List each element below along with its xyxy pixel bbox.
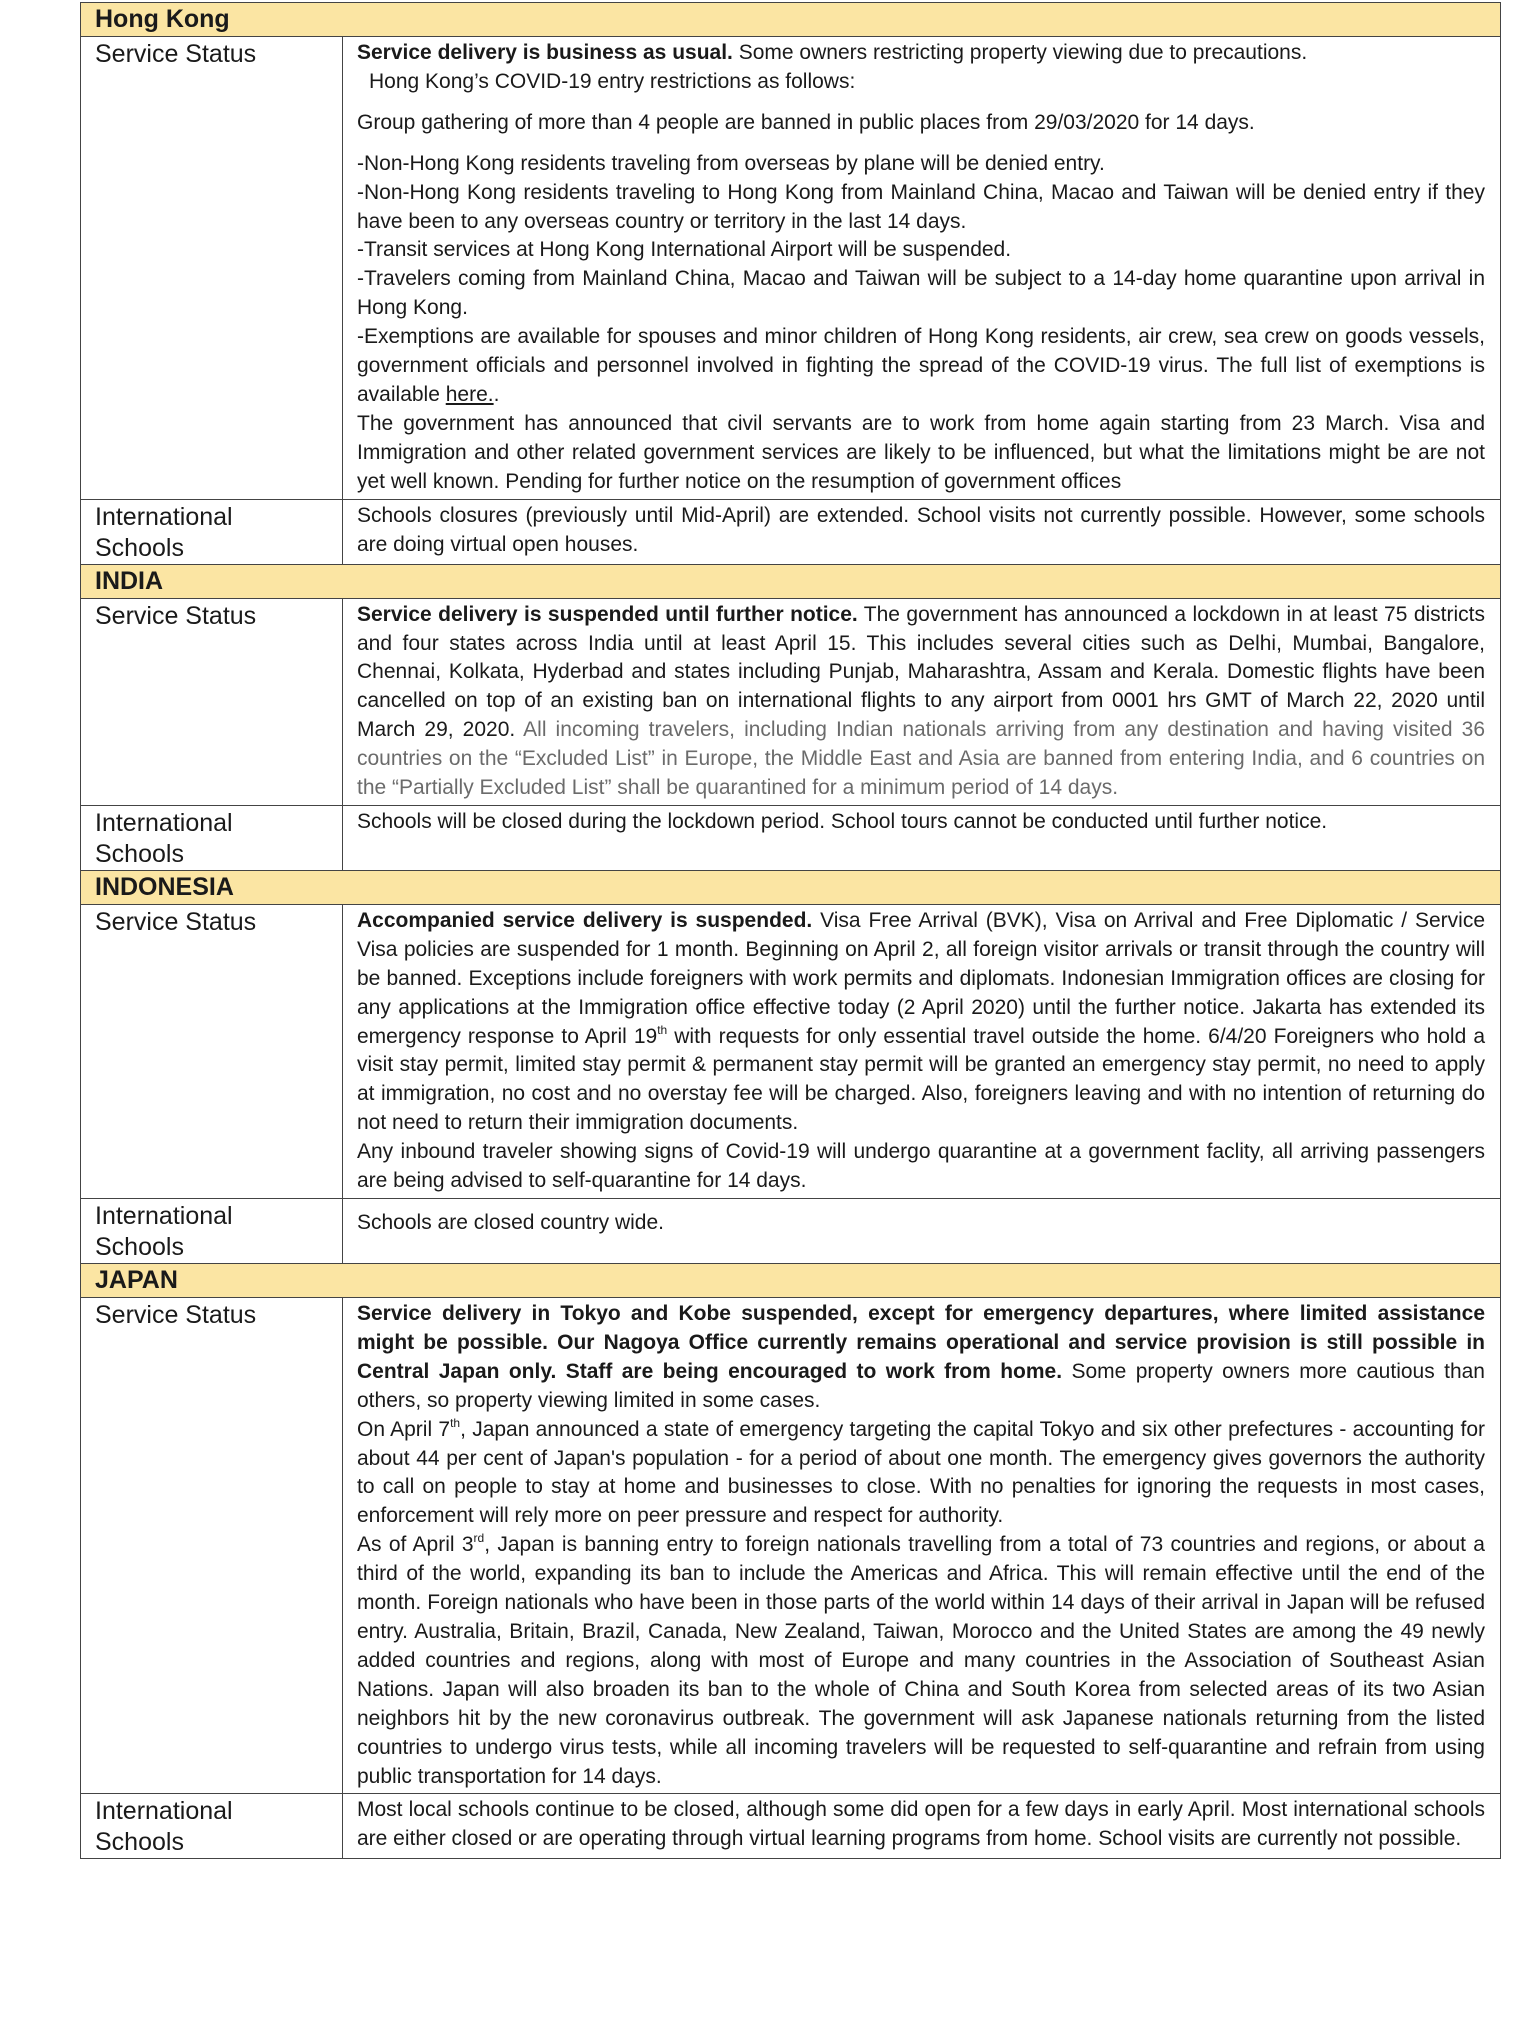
row-international-schools-indonesia xyxy=(81,1199,1501,1264)
restriction-item: -Transit services at Hong Kong International Airport will be suspended. xyxy=(357,238,1012,262)
row-label: International Schools xyxy=(81,805,343,870)
emergency-paragraph: On April 7th, Japan announced a state of emergency targeting the capital Tokyo and six other prefectures - accounting for about 44 per cent of Japan's population - for a period of about one month. The emergency gives governors the authority to call on people to stay at home and businesses to close. With no penalties for ignoring the requests in most cases, enforcement will rely more on peer pressure and respect for authority. xyxy=(357,1415,1485,1528)
quarantine-note: Any inbound traveler showing signs of Covid-19 will undergo quarantine at a government faclity, all arriving passengers are being advised to self-quarantine for 14 days. xyxy=(357,1140,1485,1193)
row-service-status-india xyxy=(81,598,1501,805)
row-label: Service Status xyxy=(81,37,343,500)
row-international-schools-japan xyxy=(81,1794,1501,1859)
country-title: INDIA xyxy=(81,564,1501,598)
schools-text: Schools closures (previously until Mid-April) are extended. School visits not currently possible. However, some schools are doing virtual open houses. xyxy=(343,499,1501,564)
country-title: INDONESIA xyxy=(81,870,1501,904)
schools-text: Schools will be closed during the lockdown period. School tours cannot be conducted until further notice. xyxy=(343,805,1501,870)
service-status-text: Service delivery in Tokyo and Kobe suspended, except for emergency departures, where limited assistance might be possible. Our Nagoya Office currently remains operational and service provision is still possible in Central Japan only. Staff are being encouraged to work from home. Some property owners more cautious than others, so property viewing limited in some cases. On April 7th, Japan announced a state of emergency targeting the capital Tokyo and six other prefectures - accounting for about 44 per cent of Japan's population - for a period of about one month. The emergency gives governors the authority to call on people to stay at home and businesses to close. With no penalties for ignoring the requests in most cases, enforcement will rely more on peer pressure and respect for authority. As of April 3rd, Japan is banning entry to foreign nationals travelling from a total of 73 countries and regions, or about a third of the world, expanding its ban to include the Americas and Africa. This will remain effective until the end of the month. Foreign nationals who have been in those parts of the world within 14 days of their arrival in Japan will be refused entry. Australia, Britain, Brazil, Canada, New Zealand, Taiwan, Morocco and the United States are among the 49 newly added countries and regions, along with most of Europe and many countries in the Association of Southeast Asian Nations. Japan will also broaden its ban to the whole of China and South Korea from selected areas of its two Asian neighbors hit by the new coronavirus outbreak. The government will ask Japanese nationals returning from the listed countries to undergo virus tests, while all incoming travelers will be requested to self-quarantine and refrain from using public transportation for 14 days. xyxy=(343,1298,1501,1794)
section-header-hong-kong xyxy=(81,3,1501,37)
exemptions-link[interactable]: here. xyxy=(445,382,494,406)
service-status-headline: Service delivery is business as usual. xyxy=(357,41,733,64)
service-status-headline: Service delivery is suspended until further notice. xyxy=(357,602,858,626)
incoming-travelers-note: All incoming travelers, including Indian nationals arriving from any destination and having visited 36 countries on the “Excluded List” in Europe, the Middle East and Asia are banned from entering India, and 6 countries on the “Partially Excluded List” shall be quarantined for a minimum period of 14 days. xyxy=(357,718,1485,800)
gathering-ban: Group gathering of more than 4 people are banned in public places from 29/03/2020 for 14 days. xyxy=(357,110,1255,134)
service-status-text: Service delivery is suspended until further notice. The government has announced a lockdown in at least 75 districts and four states across India until at least April 15. This includes several cities such as Delhi, Mumbai, Bangalore, Chennai, Kolkata, Hyderbad and states including Punjab, Maharashtra, Assam and Kerala. Domestic flights have been cancelled on top of an existing ban on international flights to any airport from 0001 hrs GMT of March 22, 2020 until March 29, 2020. All incoming travelers, including Indian nationals arriving from any destination and having visited 36 countries on the “Excluded List” in Europe, the Middle East and Asia are banned from entering India, and 6 countries on the “Partially Excluded List” shall be quarantined for a minimum period of 14 days. xyxy=(343,598,1501,805)
service-status-text: Service delivery is business as usual. Some owners restricting property viewing due to precautions. Hong Kong’s COVID-19 entry restrictions as follows: Group gathering of more than 4 people are banned in public places from 29/03/2020 for 14 days. -Non-Hong Kong residents traveling from overseas by plane will be denied entry. -Non-Hong Kong residents traveling to Hong Kong from Mainland China, Macao and Taiwan will be denied entry if they have been to any overseas country or territory in the last 14 days. -Transit services at Hong Kong International Airport will be suspended. -Travelers coming from Mainland China, Macao and Taiwan will be subject to a 14-day home quarantine upon arrival in Hong Kong. -Exemptions are available for spouses and minor children of Hong Kong residents, air crew, sea crew on goods vessels, government officials and personnel involved in fighting the spread of the COVID-19 virus. The full list of exemptions is available here.. The government has announced that civil servants are to work from home again starting from 23 March. Visa and Immigration and other related government services are likely to be influenced, but what the limitations might be are not yet well known. Pending for further notice on the resumption of government offices xyxy=(343,37,1501,500)
government-notice: The government has announced that civil servants are to work from home again starting from 23 March. Visa and Immigration and other related government services are likely to be influenced, but what the limitations might be are not yet well known. Pending for further notice on the resumption of government offices xyxy=(357,411,1485,493)
restriction-item: -Non-Hong Kong residents traveling from overseas by plane will be denied entry. xyxy=(357,151,1105,175)
section-header-japan xyxy=(81,1264,1501,1298)
row-service-status-hong-kong xyxy=(81,37,1501,500)
row-label: International Schools xyxy=(81,499,343,564)
service-status-headline: Service delivery in Tokyo and Kobe suspended, except for emergency departures, where limited assistance might be possible. Our Nagoya Office currently remains operational and service provision is still possible in Central Japan only. Staff are being encouraged to work from home. xyxy=(357,1302,1485,1383)
section-header-indonesia xyxy=(81,870,1501,904)
row-international-schools-india xyxy=(81,805,1501,870)
row-service-status-japan xyxy=(81,1298,1501,1794)
row-service-status-indonesia xyxy=(81,904,1501,1198)
restriction-item: -Non-Hong Kong residents traveling to Hong Kong from Mainland China, Macao and Taiwan will be denied entry if they have been to any overseas country or territory in the last 14 days. xyxy=(357,180,1485,233)
service-status-text: Accompanied service delivery is suspended. Visa Free Arrival (BVK), Visa on Arrival and Free Diplomatic / Service Visa policies are suspended for 1 month. Beginning on April 2, all foreign visitor arrivals or transit through the country will be banned. Exceptions include foreigners with work permits and diplomats. Indonesian Immigration offices are closing for any applications at the Immigration office effective today (2 April 2020) until the further notice. Jakarta has extended its emergency response to April 19th with requests for only essential travel outside the home. 6/4/20 Foreigners who hold a visit stay permit, limited stay permit & permanent stay permit will be granted an emergency stay permit, no need to apply at immigration, no cost and no overstay fee will be charged. Also, foreigners leaving and with no intention of returning do not need to return their immigration documents. Any inbound traveler showing signs of Covid-19 will undergo quarantine at a government faclity, all arriving passengers are being advised to self-quarantine for 14 days. xyxy=(343,904,1501,1198)
row-label: International Schools xyxy=(81,1794,343,1859)
row-label: Service Status xyxy=(81,904,343,1198)
row-international-schools-hong-kong xyxy=(81,499,1501,564)
restriction-item: -Travelers coming from Mainland China, Macao and Taiwan will be subject to a 14-day home quarantine upon arrival in Hong Kong. xyxy=(357,267,1485,320)
schools-text: Schools are closed country wide. xyxy=(343,1199,1501,1264)
country-title: JAPAN xyxy=(81,1264,1501,1298)
country-title: Hong Kong xyxy=(81,3,1501,37)
row-label: Service Status xyxy=(81,598,343,805)
entry-ban-paragraph: As of April 3rd, Japan is banning entry to foreign nationals travelling from a total of 73 countries and regions, or about a third of the world, expanding its ban to include the Americas and Africa. This will remain effective until the end of the month. Foreign nationals who have been in those parts of the world within 14 days of their arrival in Japan will be refused entry. Australia, Britain, Brazil, Canada, New Zealand, Taiwan, Morocco and the United States are among the 49 newly added countries and regions, along with most of Europe and many countries in the Association of Southeast Asian Nations. Japan will also broaden its ban to the whole of China and South Korea from selected areas of its two Asian neighbors hit by the new coronavirus outbreak. The government will ask Japanese nationals returning from the listed countries to undergo virus tests, while all incoming travelers will be requested to self-quarantine and refrain from using public transportation for 14 days. xyxy=(357,1531,1485,1788)
country-status-table xyxy=(80,2,1501,1859)
restriction-item: -Exemptions are available for spouses and minor children of Hong Kong residents, air crew, sea crew on goods vessels, government officials and personnel involved in fighting the spread of the COVID-19 virus. The full list of exemptions is available here.. xyxy=(357,325,1485,406)
section-header-india xyxy=(81,564,1501,598)
row-label: International Schools xyxy=(81,1199,343,1264)
schools-text: Most local schools continue to be closed, although some did open for a few days in early April. Most international schools are either closed or are operating through virtual learning programs from home. School visits are currently not possible. xyxy=(343,1794,1501,1859)
service-status-headline: Accompanied service delivery is suspended. xyxy=(357,908,813,932)
country-status-document xyxy=(80,2,1500,1859)
entry-restrictions-intro: Hong Kong’s COVID-19 entry restrictions as follows: xyxy=(369,69,856,93)
row-label: Service Status xyxy=(81,1298,343,1794)
